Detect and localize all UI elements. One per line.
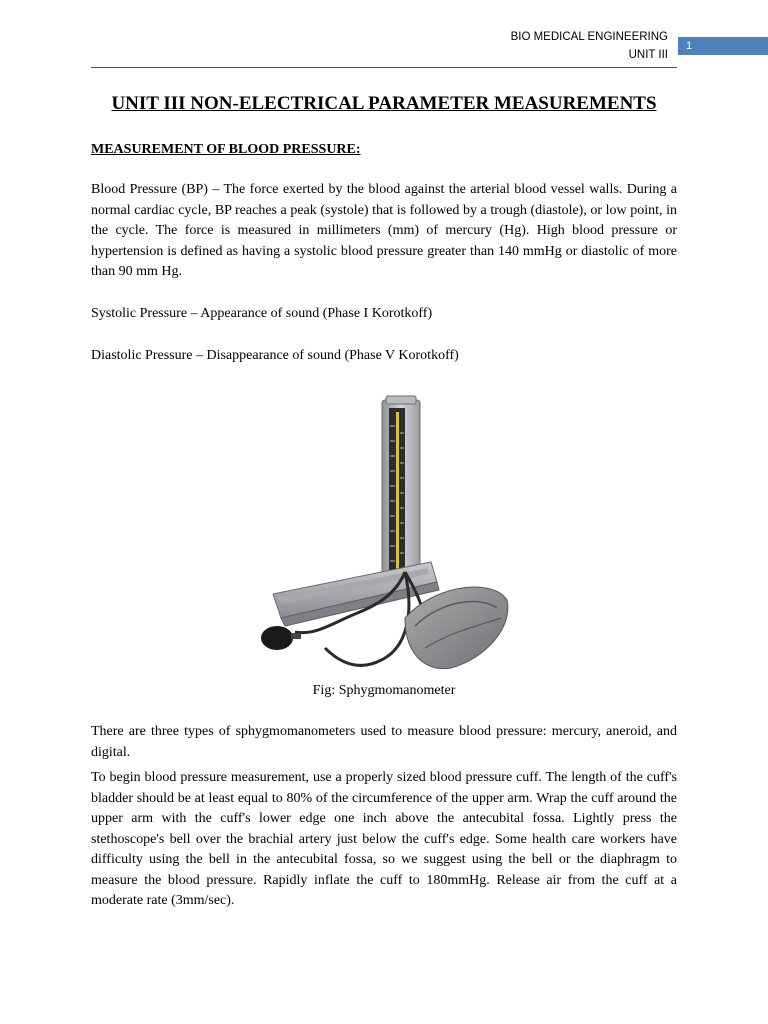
- document-title: UNIT III NON-ELECTRICAL PARAMETER MEASUREMENTS: [111, 93, 657, 114]
- diastolic-pressure-line: Diastolic Pressure – Disappearance of sound (Phase V Korotkoff): [91, 348, 459, 363]
- header-divider: [91, 67, 677, 68]
- page-header: [511, 28, 668, 64]
- sphygmomanometer-figure: [255, 386, 515, 681]
- sphygmomanometer-illustration-icon: [255, 386, 515, 681]
- bp-definition-paragraph: Blood Pressure (BP) – The force exerted by the blood against the arterial blood vessel walls. During a normal cardiac cycle, BP reaches a peak (systole) that is followed by a trough (diastole), or low point, in the cycle. The force is measured in millimeters (mm) of mercury (Hg). High blood pressure or hypertension is defined as having a systolic blood pressure greater than 140 mmHg or diastolic of more than 90 mm Hg.: [91, 182, 677, 279]
- figure-caption: Fig: Sphygmomanometer: [312, 683, 456, 698]
- sphygmomanometer-types-paragraph: There are three types of sphygmomanometers used to measure blood pressure: mercury, aneroid, and digital.: [91, 724, 677, 760]
- header-unit-label: UNIT III: [628, 49, 668, 61]
- section-heading: MEASUREMENT OF BLOOD PRESSURE:: [91, 142, 361, 157]
- procedure-paragraph: To begin blood pressure measurement, use a properly sized blood pressure cuff. The length of the cuff's bladder should be at least equal to 80% of the circumference of the upper arm. Wrap the cuff around the upper arm with the cuff's lower edge one inch above the antecubital fossa. Lightly press the stethoscope's bell over the brachial artery just below the cuff's edge. Some health care workers have difficulty using the bell in the antecubital fossa, so we suggest using the bell or the diaphragm to measure the blood pressure. Rapidly inflate the cuff to 180mmHg. Release air from the cuff at a moderate rate (3mm/sec).: [91, 770, 677, 908]
- page-number-badge: 1: [678, 37, 768, 55]
- header-course-title: BIO MEDICAL ENGINEERING: [510, 31, 668, 43]
- systolic-pressure-line: Systolic Pressure – Appearance of sound (Phase I Korotkoff): [91, 306, 433, 321]
